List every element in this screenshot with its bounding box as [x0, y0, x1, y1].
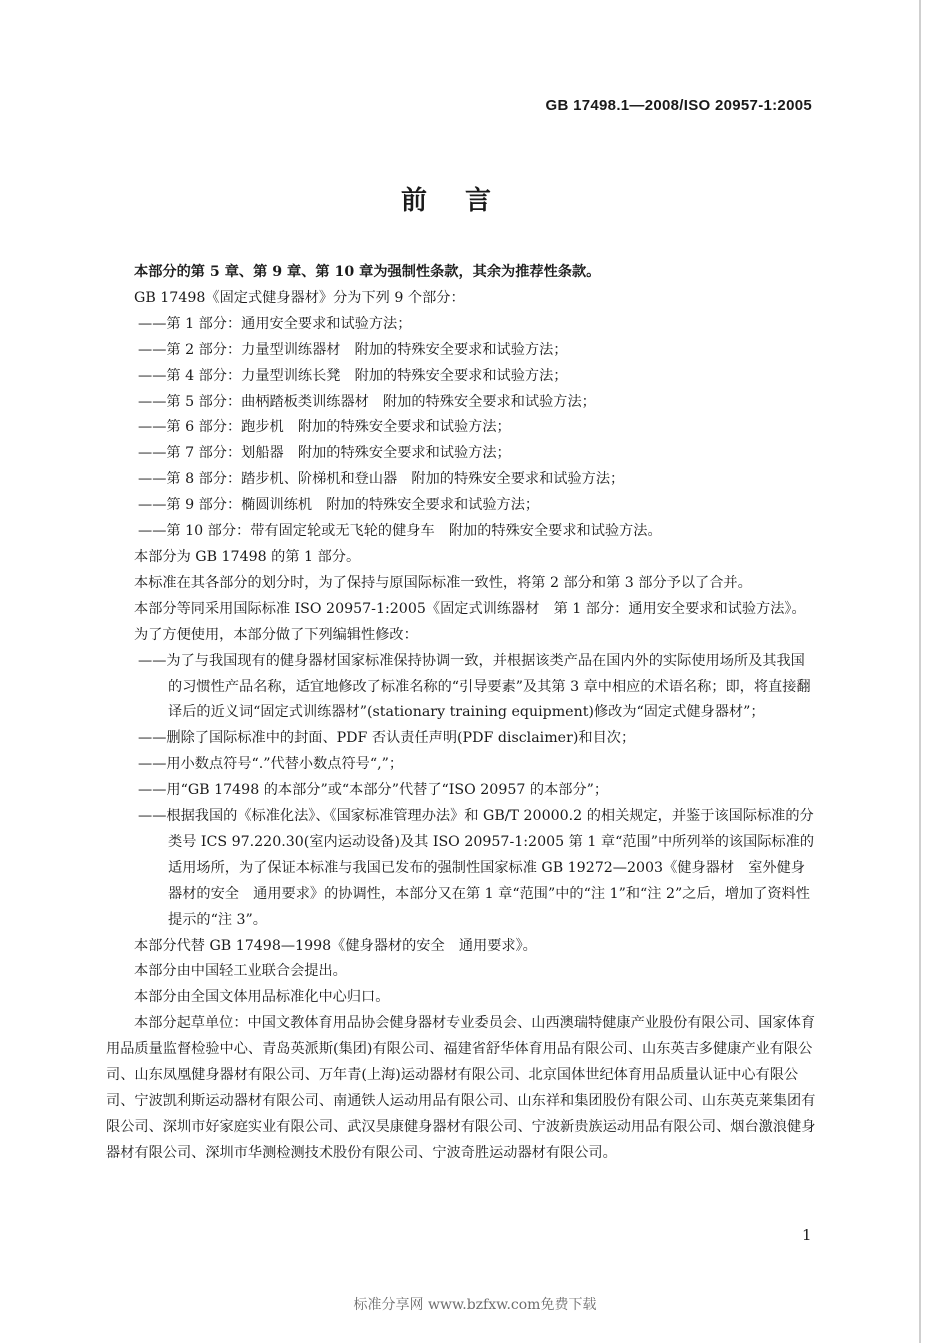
paragraph: 本标准在其各部分的划分时，为了保持与原国际标准一致性，将第 2 部分和第 3 部分予以了合并。 [134, 574, 752, 591]
part-list-item: ——第 8 部分：踏步机、阶梯机和登山器 附加的特殊安全要求和试验方法； [138, 471, 625, 488]
paragraph: 本部分等同采用国际标准 ISO 20957-1:2005《固定式训练器材 第 1 部分：通用安全要求和试验方法》。 [134, 600, 806, 617]
paragraph: 为了方便使用，本部分做了下列编辑性修改： [134, 626, 418, 643]
part-list-item: ——第 6 部分：跑步机 附加的特殊安全要求和试验方法； [138, 419, 511, 436]
part-list-item: ——第 7 部分：划船器 附加的特殊安全要求和试验方法； [138, 445, 511, 462]
standard-number: GB 17498.1—2008/ISO 20957-1:2005 [545, 97, 812, 114]
paragraph: 本部分由中国轻工业联合会提出。 [134, 963, 347, 980]
page-edge-line [919, 0, 921, 1343]
drafting-units-paragraph: 本部分起草单位：中国文教体育用品协会健身器材专业委员会、山西澳瑞特健康产业股份有限公司、国家体育用品质量监督检验中心、青岛英派斯(集团)有限公司、福建省舒华体育用品有限公司、山东英吉多健康产业有限公司、山东凤凰健身器材有限公司、万年青(上海)运动器材有限公司、北京国体世纪体育用品质量认证中心有限公司、宁波凯利斯运动器材有限公司、南通铁人运动用品有限公司、山东祥和集团股份有限公司、山东英克莱集团有限公司、深圳市好家庭实业有限公司、武汉昊康健身器材有限公司、宁波新贵族运动用品有限公司、烟台激浪健身器材有限公司、深圳市华测检测技术股份有限公司、宁波奇胜运动器材有限公司。 [106, 1015, 816, 1161]
edit-list-item: ——为了与我国现有的健身器材国家标准保持协调一致，并根据该类产品在国内外的实际使用场所及其我国的习惯性产品名称，适宜地修改了标准名称的“引导要素”及其第 3 章中相应的术语名称；即，将直接翻译后的近义词“固定式训练器材”(stationary training equipment)修改为“固定式健身器材”； [138, 652, 811, 721]
page-title: 前言 [400, 186, 529, 216]
edit-list-item: ——删除了国际标准中的封面、PDF 否认责任声明(PDF disclaimer)和目次； [138, 730, 636, 747]
part-list-item: ——第 5 部分：曲柄踏板类训练器材 附加的特殊安全要求和试验方法； [138, 393, 596, 410]
paragraph: 本部分为 GB 17498 的第 1 部分。 [134, 548, 361, 565]
paragraph: 本部分代替 GB 17498—1998《健身器材的安全 通用要求》。 [134, 937, 537, 954]
part-list-item: ——第 1 部分：通用安全要求和试验方法； [138, 315, 412, 332]
part-list-item: ——第 4 部分：力量型训练长凳 附加的特殊安全要求和试验方法； [138, 367, 568, 384]
edit-list-item: ——用“GB 17498 的本部分”或“本部分”代替了“ISO 20957 的本部分”； [138, 782, 609, 799]
footer-watermark: 标准分享网 www.bzfxw.com免费下载 [353, 1297, 597, 1313]
edit-list-item: ——用小数点符号“.”代替小数点符号“,”； [138, 756, 404, 773]
part-list-item: ——第 9 部分：椭圆训练机 附加的特殊安全要求和试验方法； [138, 497, 540, 514]
mandatory-clause-statement: 本部分的第 5 章、第 9 章、第 10 章为强制性条款，其余为推荐性条款。 [134, 264, 601, 280]
part-list-item: ——第 2 部分：力量型训练器材 附加的特殊安全要求和试验方法； [138, 341, 568, 358]
edit-list-item: ——根据我国的《标准化法》、《国家标准管理办法》和 GB/T 20000.2 的相关规定，并鉴于该国际标准的分类号 ICS 97.220.30(室内运动设备)及其 ISO 20957-1:2005 第 1 章“范围”中所列举的该国际标准的适用场所，为了保证本标准与我国已发布的强制性国家标准 GB 19272—2003《健身器材 室外健身器材的安全 通用要求》的协调性，本部分又在第 1 章“范围”中的“注 1”和“注 2”之后，增加了资料性提示的“注 3”。 [138, 808, 815, 928]
foreword-body [106, 260, 818, 1167]
paragraph: 本部分由全国文体用品标准化中心归口。 [134, 989, 390, 1006]
part-list-item: ——第 10 部分：带有固定轮或无飞轮的健身车 附加的特殊安全要求和试验方法。 [138, 523, 662, 540]
page-number: 1 [802, 1226, 812, 1244]
paragraph-series-intro: GB 17498《固定式健身器材》分为下列 9 个部分： [134, 289, 465, 306]
